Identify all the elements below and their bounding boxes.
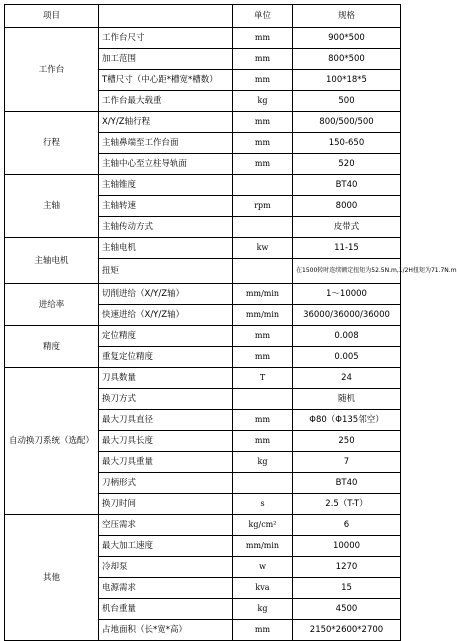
item-cell: 机台重量 — [99, 599, 233, 620]
value-cell: 8000 — [293, 196, 401, 217]
header-item-spacer — [99, 5, 233, 28]
unit-cell: mm — [233, 28, 293, 49]
item-cell: 快速进给（X/Y/Z轴） — [99, 305, 233, 326]
value-cell: BT40 — [293, 473, 401, 494]
table-row — [5, 515, 401, 536]
category-cell: 精度 — [5, 326, 99, 368]
category-cell: 其他 — [5, 515, 99, 641]
item-cell: 电源需求 — [99, 578, 233, 599]
unit-cell: mm — [233, 431, 293, 452]
value-cell: 0.005 — [293, 347, 401, 368]
item-cell: 最大加工速度 — [99, 536, 233, 557]
unit-cell: mm — [233, 410, 293, 431]
unit-cell: mm — [233, 112, 293, 133]
value-cell: 36000/36000/36000 — [293, 305, 401, 326]
value-cell: 7 — [293, 452, 401, 473]
item-cell: 扭矩 — [99, 259, 233, 284]
item-cell: 刀具数量 — [99, 368, 233, 389]
unit-cell: mm — [233, 154, 293, 175]
value-cell: 100*18*5 — [293, 70, 401, 91]
spec-table — [4, 4, 457, 641]
unit-cell: mm — [233, 347, 293, 368]
value-cell: 1270 — [293, 557, 401, 578]
item-cell: 主轴锥度 — [99, 175, 233, 196]
item-cell: 工作台尺寸 — [99, 28, 233, 49]
spec-table-container — [4, 4, 457, 641]
value-cell: 11-15 — [293, 238, 401, 259]
item-cell: 最大刀具长度 — [99, 431, 233, 452]
unit-cell: kw — [233, 238, 293, 259]
value-cell: 4500 — [293, 599, 401, 620]
value-cell: 0.008 — [293, 326, 401, 347]
unit-cell: mm — [233, 620, 293, 641]
value-cell: 10000 — [293, 536, 401, 557]
item-cell: 主轴鼻端至工作台面 — [99, 133, 233, 154]
item-cell: 切削进给（X/Y/Z轴） — [99, 284, 233, 305]
value-cell: 500 — [293, 91, 401, 112]
item-cell: 冷却泵 — [99, 557, 233, 578]
table-row — [5, 28, 401, 49]
unit-cell: mm/min — [233, 536, 293, 557]
header-unit: 单位 — [233, 5, 293, 28]
category-cell: 进给率 — [5, 284, 99, 326]
value-cell: 随机 — [293, 389, 401, 410]
value-cell: 900*500 — [293, 28, 401, 49]
value-cell: 在1500转时连续额定扭矩为52.5N.m,1/2H扭矩为71.7N.m — [293, 259, 401, 284]
table-row — [5, 368, 401, 389]
table-row — [5, 175, 401, 196]
item-cell: 主轴转速 — [99, 196, 233, 217]
value-cell: 1～10000 — [293, 284, 401, 305]
item-cell: 空压需求 — [99, 515, 233, 536]
value-cell: 6 — [293, 515, 401, 536]
item-cell: 主轴中心至立柱导轨面 — [99, 154, 233, 175]
item-cell: 最大刀具重量 — [99, 452, 233, 473]
unit-cell — [233, 175, 293, 196]
unit-cell — [233, 473, 293, 494]
item-cell: T槽尺寸（中心距*槽宽*槽数） — [99, 70, 233, 91]
item-cell: 主轴电机 — [99, 238, 233, 259]
unit-cell — [233, 259, 293, 284]
item-cell: 定位精度 — [99, 326, 233, 347]
item-cell: 主轴传动方式 — [99, 217, 233, 238]
header-row — [5, 5, 401, 28]
unit-cell: mm — [233, 133, 293, 154]
table-row — [5, 284, 401, 305]
category-cell: 主轴 — [5, 175, 99, 238]
unit-cell — [233, 389, 293, 410]
value-cell: Φ80（Φ135邻空） — [293, 410, 401, 431]
item-cell: 工作台最大载重 — [99, 91, 233, 112]
spec-table-body — [5, 28, 457, 641]
category-cell: 行程 — [5, 112, 99, 175]
header-item: 项目 — [5, 5, 99, 28]
value-cell: 2150*2600*2700 — [293, 620, 401, 641]
value-cell: 520 — [293, 154, 401, 175]
unit-cell — [233, 217, 293, 238]
unit-cell: kva — [233, 578, 293, 599]
value-cell: BT40 — [293, 175, 401, 196]
unit-cell: mm/min — [233, 305, 293, 326]
value-cell: 250 — [293, 431, 401, 452]
category-cell: 工作台 — [5, 28, 99, 112]
item-cell: 刀柄形式 — [99, 473, 233, 494]
table-row — [5, 112, 401, 133]
item-cell: 加工范围 — [99, 49, 233, 70]
value-cell: 150-650 — [293, 133, 401, 154]
unit-cell: mm/min — [233, 284, 293, 305]
unit-cell: kg — [233, 91, 293, 112]
value-cell: 800/500/500 — [293, 112, 401, 133]
item-cell: 占地面积（长*宽*高） — [99, 620, 233, 641]
unit-cell: rpm — [233, 196, 293, 217]
table-row — [5, 238, 401, 259]
item-cell: 最大刀具直径 — [99, 410, 233, 431]
unit-cell: kg — [233, 452, 293, 473]
table-row — [5, 326, 401, 347]
unit-cell: T — [233, 368, 293, 389]
value-cell: 800*500 — [293, 49, 401, 70]
value-cell: 皮带式 — [293, 217, 401, 238]
category-cell: 自动换刀系统（选配） — [5, 368, 99, 515]
unit-cell: kg — [233, 599, 293, 620]
unit-cell: s — [233, 494, 293, 515]
value-cell: 24 — [293, 368, 401, 389]
item-cell: 换刀时间 — [99, 494, 233, 515]
unit-cell: mm — [233, 70, 293, 91]
header-spec: 规格 — [293, 5, 401, 28]
unit-cell: w — [233, 557, 293, 578]
unit-cell: mm — [233, 326, 293, 347]
unit-cell: mm — [233, 49, 293, 70]
category-cell: 主轴电机 — [5, 238, 99, 284]
value-cell: 15 — [293, 578, 401, 599]
value-cell: 2.5（T-T） — [293, 494, 401, 515]
item-cell: 重复定位精度 — [99, 347, 233, 368]
item-cell: 换刀方式 — [99, 389, 233, 410]
unit-cell: kg/cm² — [233, 515, 293, 536]
item-cell: X/Y/Z轴行程 — [99, 112, 233, 133]
